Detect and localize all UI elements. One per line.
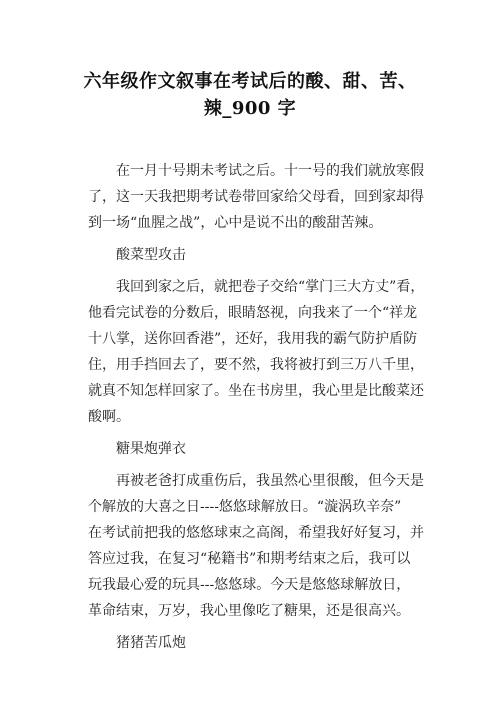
body-line: 酸啊。 — [88, 409, 130, 425]
document-body — [88, 158, 428, 656]
body-line: 糖果炮弹衣 — [116, 441, 186, 457]
body-line: 了，这一天我把期考试卷带回家给父母看，回到家却得 — [88, 189, 424, 205]
body-line: 革命结束，万岁，我心里像吃了糖果，还是很高兴。 — [88, 603, 410, 619]
body-line: 就真不知怎样回家了。坐在书房里，我心里是比酸菜还 — [88, 383, 424, 399]
body-line: 他看完试卷的分数后，眼睛怒视，向我来了一个“祥龙 — [88, 305, 418, 321]
body-line: 在考试前把我的悠悠球束之高阁，希望我好好复习，并 — [88, 525, 424, 541]
body-line: 我回到家之后，就把卷子交给“掌门三大方丈”看， — [116, 279, 425, 295]
body-line: 住，用手挡回去了，要不然，我将被打到三万八千里， — [88, 357, 424, 373]
body-line: 个解放的大喜之日----悠悠球解放日。“漩涡玖辛奈” — [88, 499, 402, 515]
title-line-2: 辣_900 字 — [203, 98, 297, 119]
title-line-1: 六年级作文叙事在考试后的酸、甜、苦、 — [83, 71, 417, 92]
body-line: 猪猪苦瓜炮 — [116, 635, 186, 651]
body-line: 到一场“血腥之战”，心中是说不出的酸甜苦辣。 — [88, 215, 383, 231]
body-line: 酸菜型攻击 — [116, 247, 186, 263]
body-line: 答应过我，在复习“秘籍书”和期考结束之后，我可以 — [88, 551, 411, 567]
body-line: 再被老爸打成重伤后，我虽然心里很酸，但今天是 — [116, 473, 424, 489]
body-line: 玩我最心爱的玩具---悠悠球。今天是悠悠球解放日， — [88, 577, 411, 593]
document-title — [60, 68, 440, 122]
body-line: 十八掌，送你回香港”，还好，我用我的霸气防护盾防 — [88, 331, 418, 347]
body-line: 在一月十号期未考试之后。十一号的我们就放寒假 — [116, 163, 424, 179]
